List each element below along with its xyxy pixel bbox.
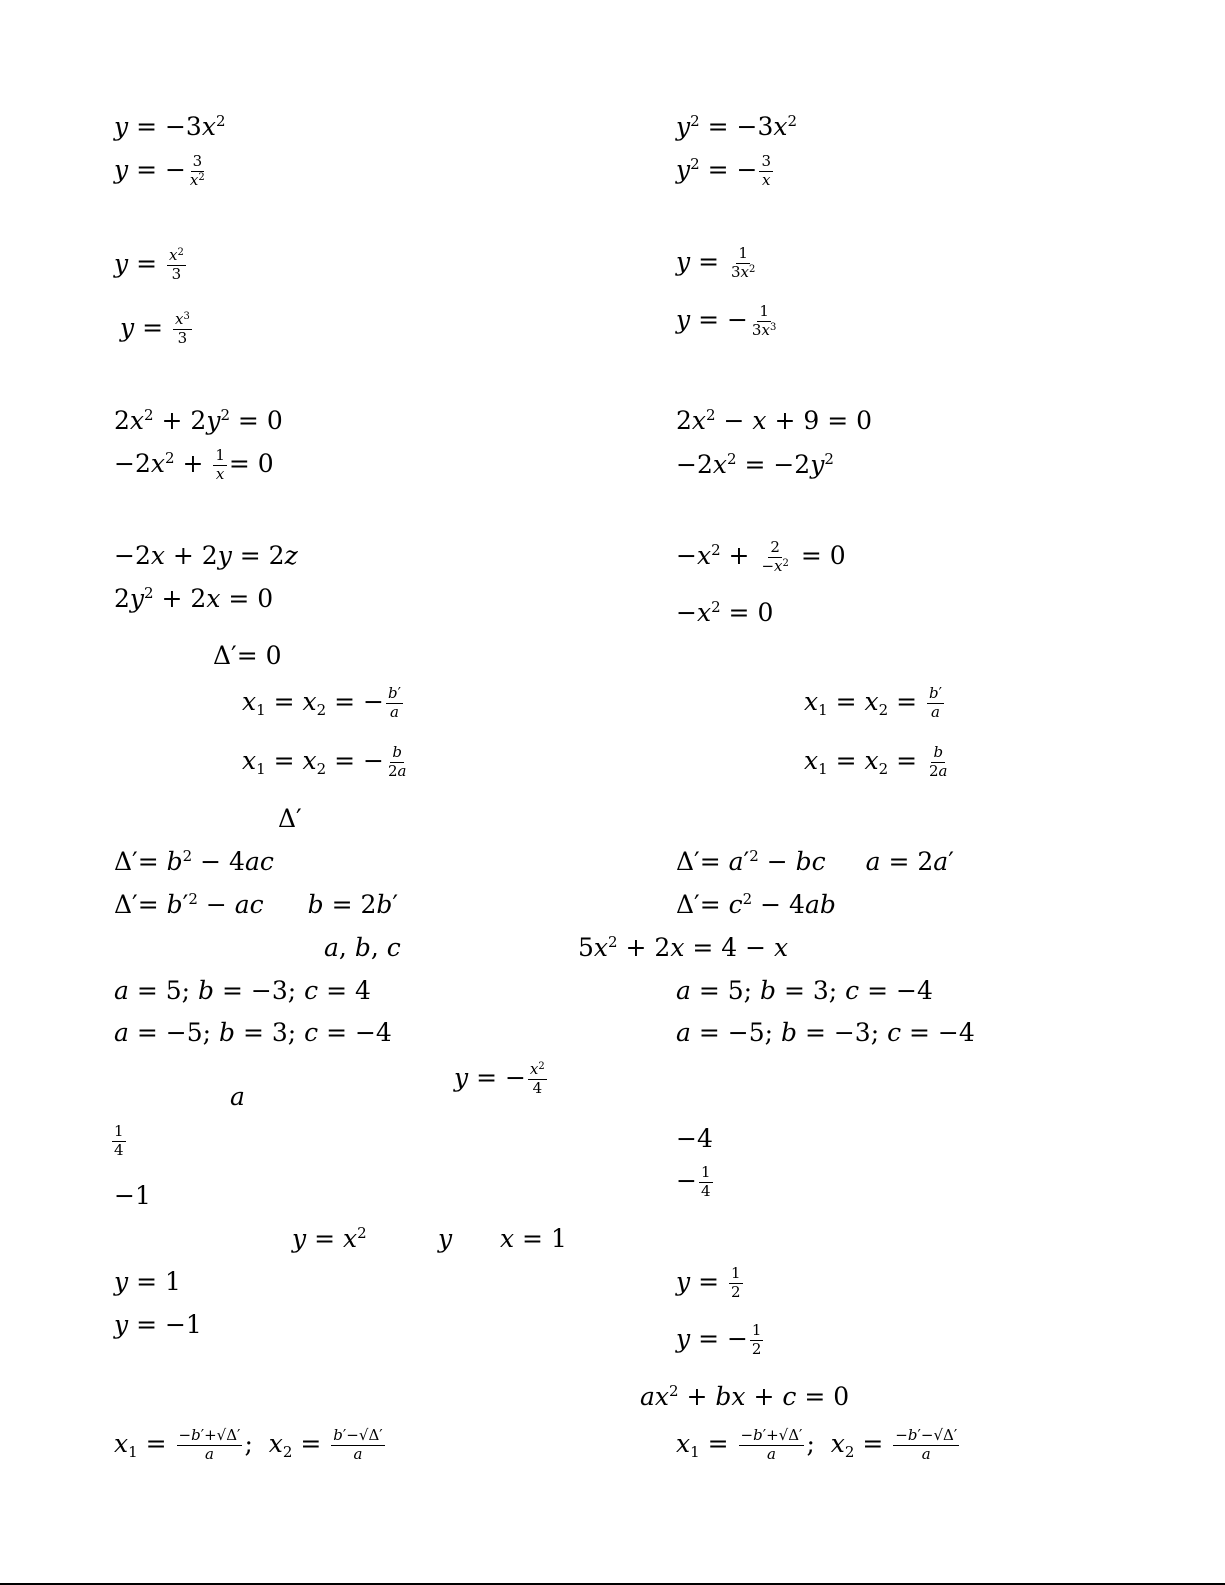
equation-x1x2-neg-b-over-2a: $x_1 = x_2$ = − $\frac{b}{2a}$ xyxy=(242,743,407,780)
equation-x1x2-neg-bprime-over-a: $x_1 = x_2$ = − $\frac{b'}{a}$ xyxy=(242,684,401,721)
option-one-quarter: $\frac{1}{4}$ xyxy=(114,1122,124,1159)
option-y1: y = 1 xyxy=(114,1267,181,1296)
equation-delta-c2-4ab: $\Delta'= c^2 - 4ab$ xyxy=(676,890,836,919)
question-parabola-function: $y = x^2$ xyxy=(292,1224,367,1253)
option-a5-b3-cneg4: a = 5; b = 3; c = −4 xyxy=(676,976,933,1005)
equation-y-x2-over-3: y = $\frac{x^2}{3}$ xyxy=(114,246,184,283)
equation-negx2-plus-2-over-negx2: $-x^2$ + $\frac{2}{-x^2}$ = 0 xyxy=(676,538,846,575)
equation-y-neg3-over-x2: y = − $\frac{3}{x^2}$ xyxy=(114,152,205,189)
question-parabola-y: y xyxy=(438,1224,453,1253)
question-a-function: y = − $\frac{x^2}{4}$ xyxy=(454,1060,545,1097)
equation-negx2-eq-0: $-x^2 = 0$ xyxy=(676,598,774,627)
question-abc-label: a, b, c xyxy=(324,933,401,962)
option-y-half: y = $\frac{1}{2}$ xyxy=(676,1264,741,1301)
equation-y-x3-over-3: y = $\frac{x^3}{3}$ xyxy=(120,310,190,347)
question-parabola-x1: x = 1 xyxy=(500,1224,567,1253)
question-a-label: a xyxy=(230,1082,245,1111)
equation-delta-aprime2-bc: $\Delta'= a'^2$ − bc a = 2a′ xyxy=(676,847,954,876)
question-quadratic-general: $ax^2$ + bx + c = 0 xyxy=(640,1382,850,1411)
equation-y-neg1-over-3x3: y = − $\frac{1}{3x^3}$ xyxy=(676,302,777,339)
equation-y-1-over-3x2: y = $\frac{1}{3x^2}$ xyxy=(676,244,756,281)
equation-delta-b2-4ac: $\Delta'= b^2 - 4ac$ xyxy=(114,847,274,876)
equation-neg2x2-plus-1-over-x: $-2x^2$ + $\frac{1}{x}$ = 0 xyxy=(114,446,274,483)
equation-roots-left: $x_1$ = $\frac{-b'+√\Delta'}{a}$ ; $x_2$ = $\frac{b'-√\Delta'}{a}$ xyxy=(114,1426,383,1463)
option-neg1: −1 xyxy=(114,1181,151,1210)
equation-y2-neg3-over-x: $y^2$ = − $\frac{3}{x}$ xyxy=(676,152,772,189)
equation-neg2x-plus-2y-eq-2z: −2x + 2y = 2z xyxy=(114,541,298,570)
equation-y-neg3x2: $y = -3x^2$ xyxy=(114,112,226,141)
option-neg4: −4 xyxy=(676,1124,713,1153)
option-a5-bneg3-c4: a = 5; b = −3; c = 4 xyxy=(114,976,371,1005)
equation-neg2x2-eq-neg2y2: $-2x^2 = -2y^2$ xyxy=(676,450,834,479)
equation-x1x2-bprime-over-a: $x_1 = x_2$ = $\frac{b'}{a}$ xyxy=(804,684,943,721)
option-aneg5-b3-cneg4: a = −5; b = 3; c = −4 xyxy=(114,1018,392,1047)
option-y-neg-half: y = − $\frac{1}{2}$ xyxy=(676,1321,762,1358)
option-aneg5-bneg3-cneg4: a = −5; b = −3; c = −4 xyxy=(676,1018,975,1047)
equation-2x2-plus-2y2: $2x^2 + 2y^2 = 0$ xyxy=(114,406,283,435)
equation-y2-neg3x2: $y^2 = -3x^2$ xyxy=(676,112,798,141)
equation-2y2-plus-2x: $2y^2 + 2x = 0$ xyxy=(114,584,274,613)
option-yneg1: y = −1 xyxy=(114,1310,202,1339)
question-delta-prime-zero: Δ′= 0 xyxy=(213,641,282,670)
question-abc-equation: $5x^2 + 2x = 4 - x$ xyxy=(578,933,789,962)
equation-delta-bprime2-ac: $\Delta'= b'^2$ − ac b = 2b′ xyxy=(114,890,399,919)
option-neg-one-quarter: − $\frac{1}{4}$ xyxy=(676,1163,711,1200)
equation-roots-right: $x_1$ = $\frac{-b'+√\Delta'}{a}$ ; $x_2$ = $\frac{-b'-√\Delta'}{a}$ xyxy=(676,1426,958,1463)
equation-x1x2-b-over-2a: $x_1 = x_2$ = $\frac{b}{2a}$ xyxy=(804,743,948,780)
question-delta-prime: Δ′ xyxy=(278,804,302,833)
equation-2x2-minus-x-plus-9: $2x^2 - x + 9 = 0$ xyxy=(676,406,873,435)
